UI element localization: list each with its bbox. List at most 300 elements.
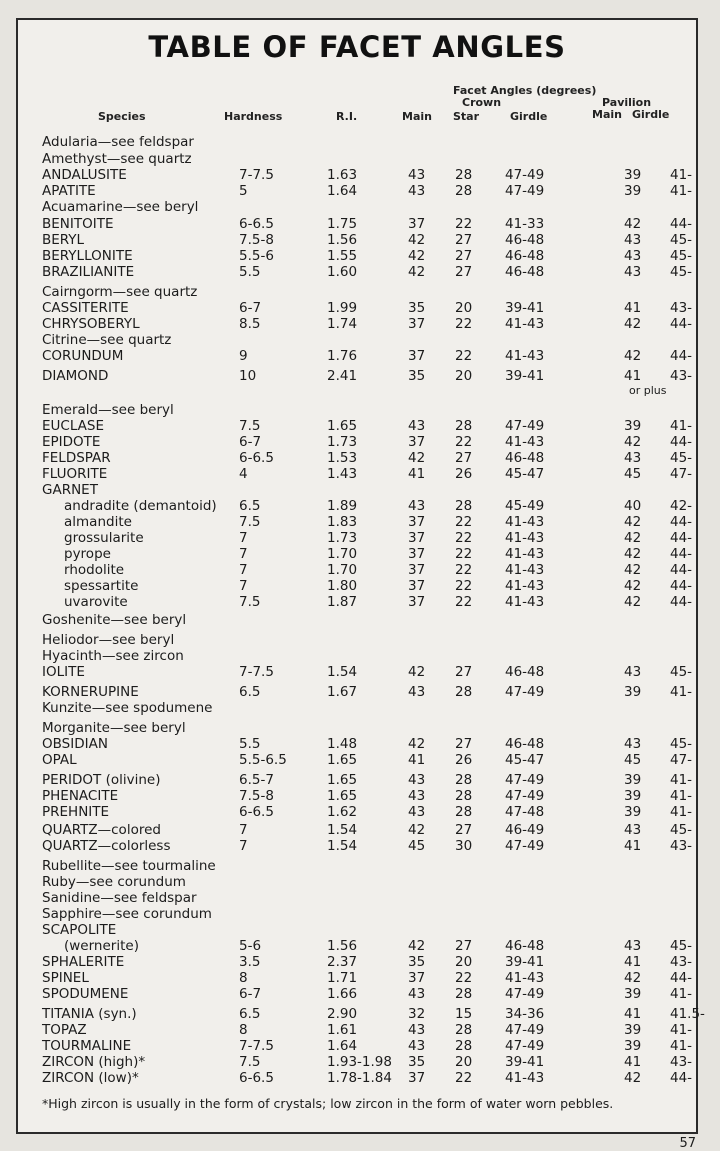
cell-girdle: 45-47 xyxy=(505,466,545,482)
cell-pav-main: 39 xyxy=(624,1038,642,1054)
cell-star: 28 xyxy=(455,183,473,199)
table-row xyxy=(18,498,696,514)
cell-hardness: 9 xyxy=(239,348,248,364)
table-row xyxy=(18,684,696,700)
cell-girdle: 41-43 xyxy=(505,530,545,546)
cell-pav-girdle: 43- xyxy=(670,1054,693,1070)
table-row xyxy=(18,316,696,332)
cell-species: CORUNDUM xyxy=(42,348,124,364)
cell-pav-girdle: 41- xyxy=(670,986,693,1002)
cell-girdle: 46-48 xyxy=(505,248,545,264)
cell-hardness: 6.5-7 xyxy=(239,772,274,788)
cell-species: SPHALERITE xyxy=(42,954,125,970)
cell-pav-main: 39 xyxy=(624,788,642,804)
cell-hardness: 6.5 xyxy=(239,1006,261,1022)
cell-pav-girdle: 44- xyxy=(670,348,693,364)
cell-species: GARNET xyxy=(42,482,98,498)
cell-pav-girdle: 44- xyxy=(670,1070,693,1086)
cell-species: PHENACITE xyxy=(42,788,119,804)
crown-star-header: Star xyxy=(453,110,480,123)
table-row xyxy=(18,612,696,628)
cell-ri: 1.67 xyxy=(327,684,358,700)
cell-species: Emerald—see beryl xyxy=(42,402,174,418)
cell-girdle: 46-49 xyxy=(505,822,545,838)
cell-girdle: 47-49 xyxy=(505,986,545,1002)
cell-species: Ruby—see corundum xyxy=(42,874,186,890)
cell-main: 42 xyxy=(408,664,426,680)
cell-pav-girdle: 45- xyxy=(670,664,693,680)
table-row xyxy=(18,804,696,820)
cell-star: 20 xyxy=(455,368,473,384)
cell-pav-girdle: 41- xyxy=(670,183,693,199)
cell-girdle: 41-43 xyxy=(505,970,545,986)
cell-pav-girdle: 47- xyxy=(670,752,693,768)
cell-star: 20 xyxy=(455,954,473,970)
cell-main: 37 xyxy=(408,434,426,450)
cell-hardness: 7.5-8 xyxy=(239,788,274,804)
cell-star: 28 xyxy=(455,788,473,804)
cell-pav-girdle: 44- xyxy=(670,514,693,530)
cell-main: 43 xyxy=(408,772,426,788)
cell-girdle: 41-43 xyxy=(505,514,545,530)
cell-ri: 2.90 xyxy=(327,1006,358,1022)
table-row xyxy=(18,466,696,482)
cell-pav-main: 43 xyxy=(624,938,642,954)
table-row xyxy=(18,216,696,232)
cell-girdle: 41-43 xyxy=(505,1070,545,1086)
cell-hardness: 7 xyxy=(239,838,248,854)
crown-main-header: Main xyxy=(402,110,432,123)
cell-pav-main: 39 xyxy=(624,804,642,820)
cell-pav-girdle: 45- xyxy=(670,248,693,264)
cell-pav-girdle: 44- xyxy=(670,578,693,594)
cell-pav-girdle: 45- xyxy=(670,822,693,838)
crown-girdle-header: Girdle xyxy=(510,110,548,123)
table-row xyxy=(18,752,696,768)
table-row xyxy=(18,648,696,664)
cell-ri: 1.65 xyxy=(327,788,358,804)
table-row xyxy=(18,700,696,716)
cell-pav-main: 43 xyxy=(624,450,642,466)
cell-species: andradite (demantoid) xyxy=(64,498,217,514)
cell-ri: 1.73 xyxy=(327,530,358,546)
cell-hardness: 6-7 xyxy=(239,300,262,316)
cell-ri: 1.74 xyxy=(327,316,358,332)
cell-star: 30 xyxy=(455,838,473,854)
cell-ri: 2.41 xyxy=(327,368,358,384)
cell-ri: 1.70 xyxy=(327,546,358,562)
cell-ri: 1.70 xyxy=(327,562,358,578)
cell-girdle: 47-49 xyxy=(505,418,545,434)
cell-star: 26 xyxy=(455,466,473,482)
cell-pav-main: 42 xyxy=(624,348,642,364)
cell-hardness: 6.5 xyxy=(239,498,261,514)
cell-girdle: 34-36 xyxy=(505,1006,545,1022)
cell-main: 42 xyxy=(408,232,426,248)
cell-hardness: 7 xyxy=(239,578,248,594)
cell-species: FELDSPAR xyxy=(42,450,111,466)
table-row xyxy=(18,284,696,300)
cell-pav-main: 39 xyxy=(624,1022,642,1038)
table-row xyxy=(18,562,696,578)
table-row xyxy=(18,578,696,594)
cell-girdle: 39-41 xyxy=(505,300,545,316)
cell-star: 27 xyxy=(455,664,473,680)
cell-star: 22 xyxy=(455,594,473,610)
cell-pav-girdle: 44- xyxy=(670,594,693,610)
cell-star: 20 xyxy=(455,300,473,316)
cell-ri: 1.99 xyxy=(327,300,358,316)
table-row xyxy=(18,450,696,466)
species-header: Species xyxy=(98,110,146,123)
cell-star: 22 xyxy=(455,970,473,986)
cell-main: 37 xyxy=(408,348,426,364)
cell-pav-girdle: 41- xyxy=(670,418,693,434)
table-row xyxy=(18,594,696,610)
cell-pav-girdle: 41- xyxy=(670,804,693,820)
table-row xyxy=(18,986,696,1002)
cell-species: PERIDOT (olivine) xyxy=(42,772,161,788)
cell-hardness: 6-7 xyxy=(239,434,262,450)
hardness-header: Hardness xyxy=(224,110,283,123)
cell-pav-main: 43 xyxy=(624,248,642,264)
cell-pav-main: 41 xyxy=(624,300,642,316)
cell-girdle: 46-48 xyxy=(505,450,545,466)
cell-pav-main: 42 xyxy=(624,562,642,578)
cell-main: 43 xyxy=(408,986,426,1002)
cell-species: BERYLLONITE xyxy=(42,248,133,264)
cell-main: 35 xyxy=(408,1054,426,1070)
cell-pav-girdle: 41.5- xyxy=(670,1006,705,1022)
table-row xyxy=(18,772,696,788)
cell-girdle: 47-49 xyxy=(505,838,545,854)
cell-hardness: 5 xyxy=(239,183,248,199)
cell-main: 43 xyxy=(408,788,426,804)
page-number: 57 xyxy=(679,1136,696,1151)
table-row xyxy=(18,199,696,215)
cell-main: 43 xyxy=(408,183,426,199)
cell-hardness: 6-6.5 xyxy=(239,804,274,820)
cell-pav-main: 39 xyxy=(624,167,642,183)
cell-girdle: 46-48 xyxy=(505,232,545,248)
cell-star: 28 xyxy=(455,1022,473,1038)
cell-hardness: 7 xyxy=(239,562,248,578)
cell-hardness: 7.5-8 xyxy=(239,232,274,248)
cell-pav-main: 45 xyxy=(624,752,642,768)
cell-main: 42 xyxy=(408,450,426,466)
cell-ri: 1.60 xyxy=(327,264,358,280)
cell-girdle: 45-49 xyxy=(505,498,545,514)
cell-ri: 1.76 xyxy=(327,348,358,364)
cell-ri: 1.53 xyxy=(327,450,358,466)
cell-pav-girdle: 43- xyxy=(670,300,693,316)
table-row xyxy=(18,720,696,736)
cell-species: Adularia—see feldspar xyxy=(42,134,194,150)
cell-main: 37 xyxy=(408,594,426,610)
cell-species: APATITE xyxy=(42,183,96,199)
table-row xyxy=(18,938,696,954)
table-row xyxy=(18,970,696,986)
cell-main: 37 xyxy=(408,578,426,594)
cell-ri: 1.75 xyxy=(327,216,358,232)
cell-species: almandite xyxy=(64,514,132,530)
cell-star: 28 xyxy=(455,418,473,434)
cell-hardness: 7-7.5 xyxy=(239,167,274,183)
cell-pav-girdle: 43- xyxy=(670,838,693,854)
cell-ri: 1.54 xyxy=(327,664,358,680)
cell-girdle: 39-41 xyxy=(505,954,545,970)
cell-ri: 1.63 xyxy=(327,167,358,183)
cell-main: 43 xyxy=(408,684,426,700)
pavilion-girdle-header: Girdle xyxy=(632,108,670,121)
cell-girdle: 41-43 xyxy=(505,316,545,332)
cell-pav-girdle: 41- xyxy=(670,772,693,788)
cell-species: QUARTZ—colorless xyxy=(42,838,171,854)
table-row xyxy=(18,788,696,804)
table-row xyxy=(18,1070,696,1086)
cell-ri: 1.93-1.98 xyxy=(327,1054,392,1070)
cell-girdle: 46-48 xyxy=(505,264,545,280)
cell-hardness: 7-7.5 xyxy=(239,1038,274,1054)
cell-species: FLUORITE xyxy=(42,466,108,482)
cell-ri: 1.89 xyxy=(327,498,358,514)
cell-species: Citrine—see quartz xyxy=(42,332,172,348)
cell-girdle: 41-43 xyxy=(505,562,545,578)
cell-star: 27 xyxy=(455,938,473,954)
cell-species: CHRYSOBERYL xyxy=(42,316,140,332)
cell-main: 43 xyxy=(408,498,426,514)
cell-ri: 1.62 xyxy=(327,804,358,820)
cell-star: 28 xyxy=(455,498,473,514)
cell-star: 28 xyxy=(455,684,473,700)
cell-species: Heliodor—see beryl xyxy=(42,632,175,648)
cell-pav-main: 41 xyxy=(624,368,642,384)
cell-main: 42 xyxy=(408,822,426,838)
cell-pav-girdle: 45- xyxy=(670,938,693,954)
table-row xyxy=(18,1006,705,1022)
cell-main: 43 xyxy=(408,804,426,820)
pavilion-header: Pavilion xyxy=(602,96,652,109)
table-row xyxy=(18,368,696,384)
cell-star: 22 xyxy=(455,434,473,450)
cell-ri: 1.64 xyxy=(327,183,358,199)
cell-girdle: 47-48 xyxy=(505,804,545,820)
cell-main: 37 xyxy=(408,970,426,986)
cell-hardness: 6-6.5 xyxy=(239,1070,274,1086)
cell-pav-girdle: 45- xyxy=(670,232,693,248)
cell-species: Hyacinth—see zircon xyxy=(42,648,184,664)
cell-hardness: 6-6.5 xyxy=(239,450,274,466)
cell-girdle: 47-49 xyxy=(505,1022,545,1038)
cell-pav-girdle: 44- xyxy=(670,530,693,546)
cell-main: 43 xyxy=(408,418,426,434)
crown-header: Crown xyxy=(462,96,502,109)
table-row xyxy=(18,664,696,680)
cell-hardness: 7.5 xyxy=(239,514,261,530)
table-row xyxy=(18,546,696,562)
cell-pav-girdle: 42- xyxy=(670,498,693,514)
cell-ri: 1.71 xyxy=(327,970,358,986)
cell-pav-main: 42 xyxy=(624,594,642,610)
cell-hardness: 5.5-6 xyxy=(239,248,274,264)
cell-girdle: 41-43 xyxy=(505,594,545,610)
cell-ri: 1.73 xyxy=(327,434,358,450)
cell-species: Morganite—see beryl xyxy=(42,720,186,736)
cell-hardness: 8.5 xyxy=(239,316,261,332)
footnote: *High zircon is usually in the form of crystals; low zircon in the form of water worn pebbles. xyxy=(42,1096,614,1111)
cell-pav-main: 42 xyxy=(624,530,642,546)
table-row xyxy=(18,514,696,530)
cell-pav-main: 42 xyxy=(624,434,642,450)
cell-hardness: 7 xyxy=(239,546,248,562)
cell-species: Sanidine—see feldspar xyxy=(42,890,197,906)
cell-species: OBSIDIAN xyxy=(42,736,108,752)
cell-ri: 1.55 xyxy=(327,248,358,264)
table-row xyxy=(18,300,696,316)
table-row xyxy=(18,530,696,546)
pavilion-main-header: Main xyxy=(592,108,622,121)
cell-star: 28 xyxy=(455,1038,473,1054)
cell-pav-main: 41 xyxy=(624,838,642,854)
cell-hardness: 7 xyxy=(239,822,248,838)
cell-species: Sapphire—see corundum xyxy=(42,906,212,922)
cell-pav-main: 43 xyxy=(624,232,642,248)
cell-star: 28 xyxy=(455,804,473,820)
cell-ri: 1.65 xyxy=(327,418,358,434)
cell-pav-main: 42 xyxy=(624,514,642,530)
cell-star: 27 xyxy=(455,232,473,248)
cell-main: 43 xyxy=(408,1022,426,1038)
cell-star: 28 xyxy=(455,986,473,1002)
cell-species: IOLITE xyxy=(42,664,85,680)
cell-species: SPINEL xyxy=(42,970,89,986)
cell-pav-girdle: 45- xyxy=(670,264,693,280)
cell-pav-girdle: 41- xyxy=(670,1022,693,1038)
cell-pav-main: 43 xyxy=(624,264,642,280)
table-row xyxy=(18,134,696,150)
cell-ri: 1.83 xyxy=(327,514,358,530)
cell-species: BERYL xyxy=(42,232,85,248)
cell-main: 43 xyxy=(408,167,426,183)
cell-hardness: 6.5 xyxy=(239,684,261,700)
cell-species: CASSITERITE xyxy=(42,300,129,316)
cell-star: 27 xyxy=(455,736,473,752)
table-row xyxy=(18,151,696,167)
cell-pav-main: 42 xyxy=(624,1070,642,1086)
cell-main: 41 xyxy=(408,752,426,768)
cell-main: 37 xyxy=(408,514,426,530)
cell-species: pyrope xyxy=(64,546,111,562)
cell-girdle: 47-49 xyxy=(505,1038,545,1054)
cell-main: 35 xyxy=(408,300,426,316)
cell-ri: 1.54 xyxy=(327,838,358,854)
cell-hardness: 3.5 xyxy=(239,954,261,970)
cell-star: 26 xyxy=(455,752,473,768)
cell-species: PREHNITE xyxy=(42,804,110,820)
table-row xyxy=(18,858,696,874)
cell-pav-main: 41 xyxy=(624,1006,642,1022)
cell-star: 28 xyxy=(455,772,473,788)
cell-pav-girdle: 41- xyxy=(670,684,693,700)
table-row xyxy=(18,1054,696,1070)
cell-main: 43 xyxy=(408,1038,426,1054)
cell-star: 22 xyxy=(455,578,473,594)
cell-girdle: 46-48 xyxy=(505,736,545,752)
cell-hardness: 10 xyxy=(239,368,257,384)
cell-main: 37 xyxy=(408,1070,426,1086)
cell-hardness: 6-6.5 xyxy=(239,216,274,232)
cell-species: Goshenite—see beryl xyxy=(42,612,187,628)
cell-species: KORNERUPINE xyxy=(42,684,139,700)
table-row xyxy=(18,906,696,922)
cell-main: 35 xyxy=(408,954,426,970)
cell-hardness: 5.5-6.5 xyxy=(239,752,287,768)
cell-hardness: 8 xyxy=(239,1022,248,1038)
cell-ri: 1.43 xyxy=(327,466,358,482)
cell-main: 42 xyxy=(408,248,426,264)
cell-main: 42 xyxy=(408,938,426,954)
cell-star: 22 xyxy=(455,1070,473,1086)
cell-main: 45 xyxy=(408,838,426,854)
cell-pav-main: 42 xyxy=(624,578,642,594)
cell-ri: 1.54 xyxy=(327,822,358,838)
cell-main: 37 xyxy=(408,316,426,332)
cell-main: 37 xyxy=(408,216,426,232)
cell-pav-girdle: 41- xyxy=(670,1038,693,1054)
cell-species: BENITOITE xyxy=(42,216,114,232)
cell-species: QUARTZ—colored xyxy=(42,822,161,838)
cell-pav-main: 43 xyxy=(624,664,642,680)
cell-star: 22 xyxy=(455,216,473,232)
cell-species: rhodolite xyxy=(64,562,125,578)
cell-girdle: 46-48 xyxy=(505,938,545,954)
cell-girdle: 47-49 xyxy=(505,788,545,804)
cell-girdle: 41-43 xyxy=(505,546,545,562)
cell-girdle: 41-43 xyxy=(505,434,545,450)
cell-pav-main: 42 xyxy=(624,316,642,332)
cell-species: Cairngorm—see quartz xyxy=(42,284,198,300)
table-row xyxy=(18,264,696,280)
table-row xyxy=(18,167,696,183)
cell-species: BRAZILIANITE xyxy=(42,264,135,280)
cell-pav-main: 39 xyxy=(624,418,642,434)
cell-pav-main: 43 xyxy=(624,736,642,752)
cell-pav-girdle: 44- xyxy=(670,970,693,986)
cell-main: 41 xyxy=(408,466,426,482)
cell-main: 37 xyxy=(408,530,426,546)
cell-pav-girdle: 44- xyxy=(670,434,693,450)
cell-hardness: 6-7 xyxy=(239,986,262,1002)
table-row xyxy=(18,248,696,264)
cell-species: SCAPOLITE xyxy=(42,922,117,938)
cell-star: 22 xyxy=(455,562,473,578)
cell-girdle: 39-41 xyxy=(505,368,545,384)
cell-ri: 1.65 xyxy=(327,772,358,788)
cell-star: 27 xyxy=(455,822,473,838)
cell-pav-girdle: 41- xyxy=(670,167,693,183)
cell-species: OPAL xyxy=(42,752,77,768)
table-row xyxy=(18,736,696,752)
table-row xyxy=(18,838,696,854)
cell-hardness: 7-7.5 xyxy=(239,664,274,680)
cell-star: 22 xyxy=(455,514,473,530)
cell-pav-main: 41 xyxy=(624,954,642,970)
cell-species: (wernerite) xyxy=(64,938,139,954)
cell-hardness: 5.5 xyxy=(239,264,261,280)
book-page xyxy=(16,18,705,1134)
cell-girdle: 47-49 xyxy=(505,183,545,199)
cell-pav-girdle: 43- xyxy=(670,368,693,384)
